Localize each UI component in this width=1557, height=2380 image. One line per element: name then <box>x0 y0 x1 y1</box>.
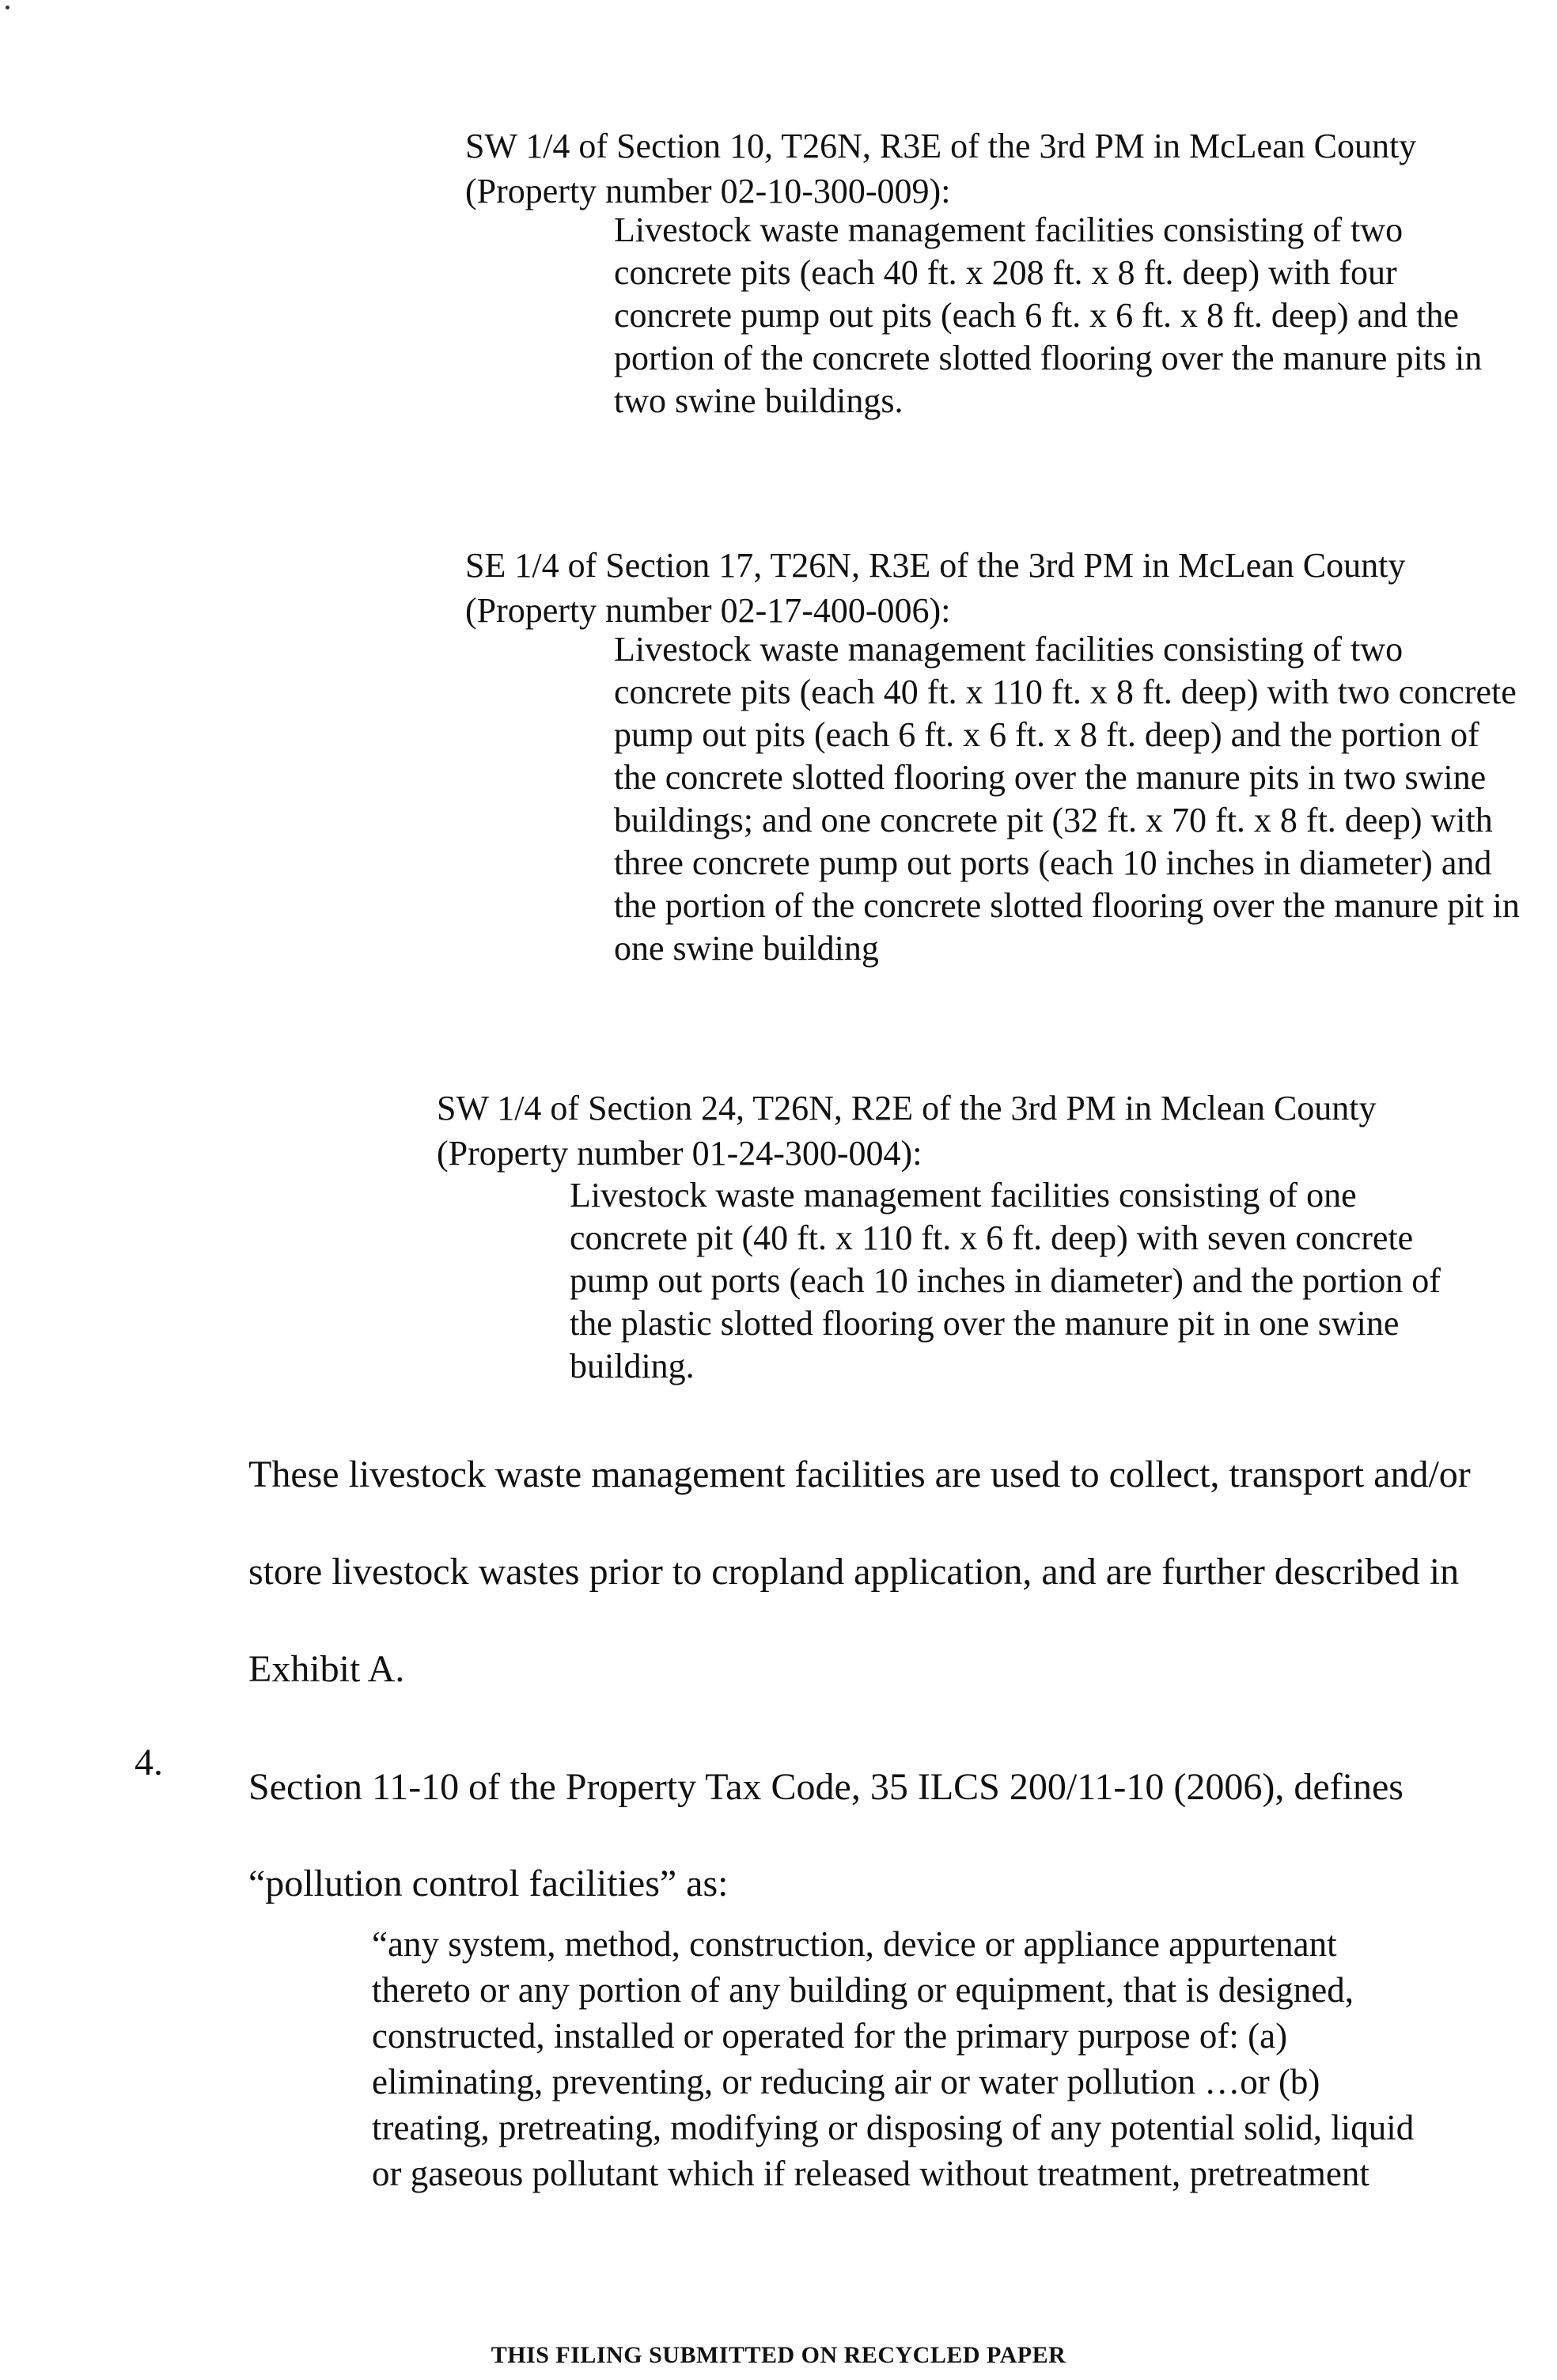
parcel-3-description-line: Livestock waste management facilities consisting of one <box>570 1176 1357 1215</box>
parcel-3-description <box>570 1174 1441 1388</box>
scan-speck <box>6 6 9 9</box>
summary-line: Exhibit A. <box>248 1648 405 1690</box>
statute-quote <box>372 1921 1414 2196</box>
parcel-1-description-line: concrete pump out pits (each 6 ft. x 6 ft. x 8 ft. deep) and the <box>614 296 1459 335</box>
parcel-2-description <box>614 628 1520 970</box>
quote-line: treating, pretreating, modifying or disposing of any potential solid, liquid <box>372 2108 1415 2147</box>
summary-paragraph <box>248 1426 1471 1718</box>
summary-line: These livestock waste management facilities are used to collect, transport and/or <box>248 1453 1471 1495</box>
parcel-2-heading-line: (Property number 02-17-400-006): <box>465 591 951 630</box>
parcel-2-heading-line: SE 1/4 of Section 17, T26N, R3E of the 3rd PM in McLean County <box>465 546 1406 585</box>
parcel-2-description-line: pump out pits (each 6 ft. x 6 ft. x 8 ft. deep) and the portion of <box>614 715 1479 754</box>
summary-line: store livestock wastes prior to cropland application, and are further described in <box>248 1551 1460 1593</box>
parcel-3-heading-line: SW 1/4 of Section 24, T26N, R2E of the 3rd PM in Mclean County <box>437 1089 1377 1127</box>
recycled-paper-footer: THIS FILING SUBMITTED ON RECYCLED PAPER <box>491 2342 1066 2368</box>
parcel-2-description-line: three concrete pump out ports (each 10 inches in diameter) and <box>614 843 1492 882</box>
paragraph-4-text <box>248 1739 1404 1932</box>
parcel-1-heading-line: SW 1/4 of Section 10, T26N, R3E of the 3rd PM in McLean County <box>465 127 1417 165</box>
quote-line: “any system, method, construction, device or appliance appurtenant <box>372 1924 1337 1964</box>
parcel-1-heading <box>465 123 1416 214</box>
parcel-1-heading-line: (Property number 02-10-300-009): <box>465 172 951 210</box>
parcel-3-description-line: concrete pit (40 ft. x 110 ft. x 6 ft. deep) with seven concrete <box>570 1218 1414 1257</box>
parcel-2-description-line: the concrete slotted flooring over the manure pits in two swine <box>614 758 1487 797</box>
paragraph-4-line: “pollution control facilities” as: <box>248 1863 729 1904</box>
quote-line: thereto or any portion of any building or equipment, that is designed, <box>372 1970 1354 2010</box>
quote-line: eliminating, preventing, or reducing air or water pollution …or (b) <box>372 2062 1320 2101</box>
parcel-3-heading <box>437 1086 1377 1176</box>
parcel-3-description-line: pump out ports (each 10 inches in diameter) and the portion of <box>570 1261 1441 1300</box>
parcel-3-description-line: the plastic slotted flooring over the manure pit in one swine <box>570 1304 1400 1343</box>
parcel-2-description-line: the portion of the concrete slotted flooring over the manure pit in <box>614 886 1520 925</box>
parcel-2-description-line: Livestock waste management facilities consisting of two <box>614 630 1404 669</box>
paragraph-number: 4. <box>134 1741 163 1783</box>
parcel-1-description <box>614 209 1482 423</box>
paragraph-4-line: Section 11-10 of the Property Tax Code, 35 ILCS 200/11-10 (2006), defines <box>248 1766 1404 1808</box>
parcel-2-heading <box>465 543 1405 633</box>
parcel-1-description-line: portion of the concrete slotted flooring over the manure pits in <box>614 339 1483 377</box>
parcel-1-description-line: Livestock waste management facilities consisting of two <box>614 210 1404 249</box>
parcel-3-description-line: building. <box>570 1347 695 1385</box>
parcel-3-heading-line: (Property number 01-24-300-004): <box>437 1134 922 1173</box>
parcel-1-description-line: concrete pits (each 40 ft. x 208 ft. x 8 ft. deep) with four <box>614 253 1397 292</box>
quote-line: or gaseous pollutant which if released without treatment, pretreatment <box>372 2154 1369 2193</box>
parcel-2-description-line: one swine building <box>614 929 879 968</box>
quote-line: constructed, installed or operated for the primary purpose of: (a) <box>372 2016 1288 2056</box>
parcel-2-description-line: concrete pits (each 40 ft. x 110 ft. x 8 ft. deep) with two concrete <box>614 673 1517 711</box>
parcel-1-description-line: two swine buildings. <box>614 381 904 420</box>
parcel-2-description-line: buildings; and one concrete pit (32 ft. x 70 ft. x 8 ft. deep) with <box>614 801 1493 839</box>
